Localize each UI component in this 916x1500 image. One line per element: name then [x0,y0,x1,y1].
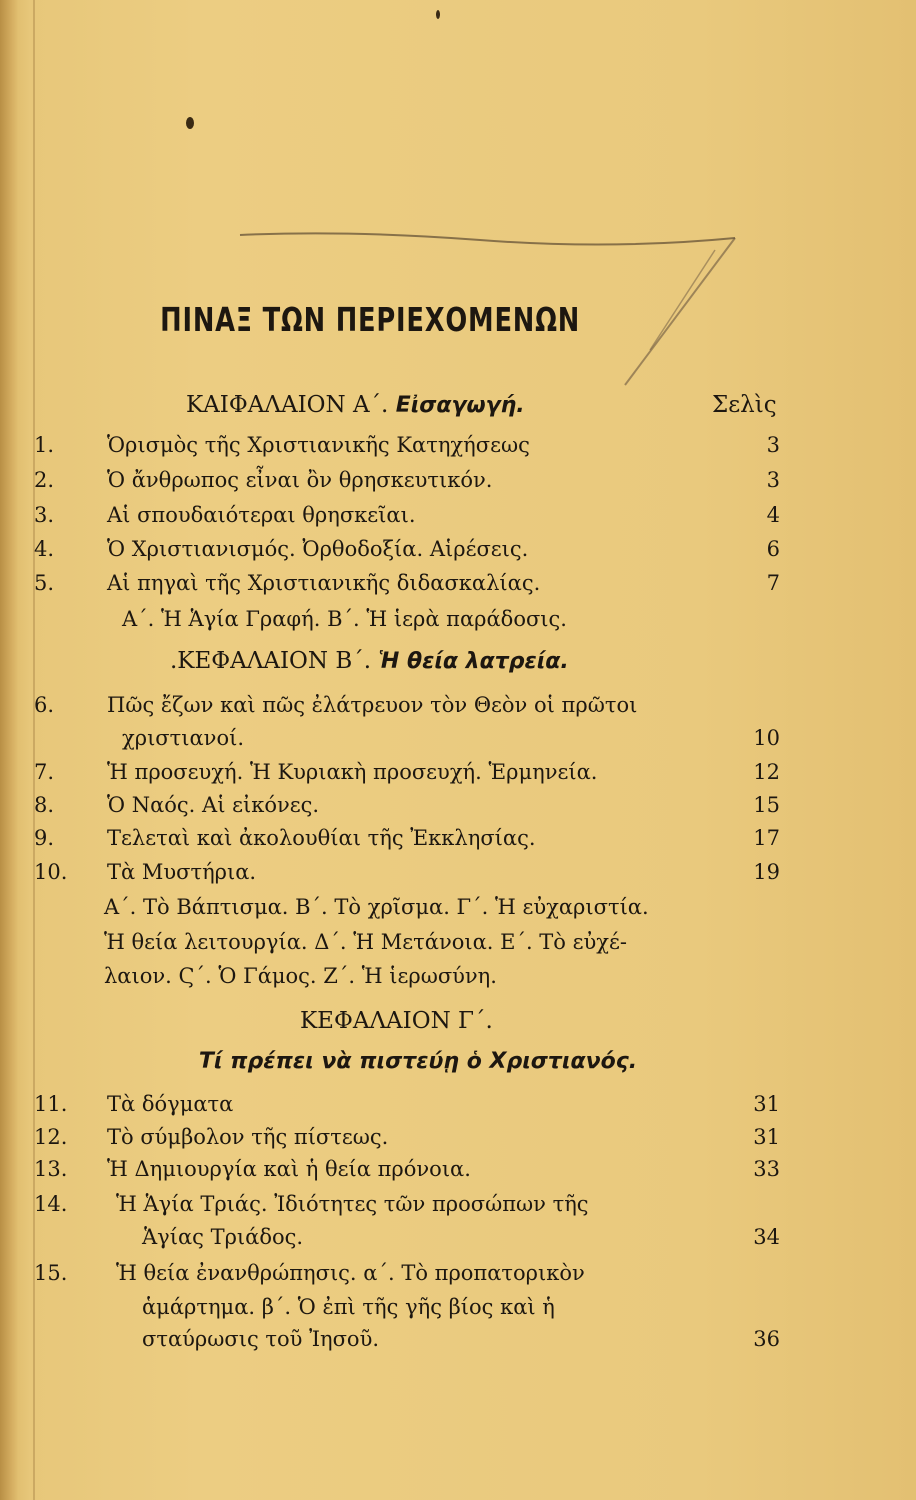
toc-entry-continuation [0,959,916,993]
entry-page: 12 [753,760,780,784]
entry-text: Αἱ σπουδαιότεραι θρησκεῖαι. [107,503,416,527]
toc-entry [0,855,916,889]
entry-text: Ἡ θεία ἐνανθρώπησις. α΄. Τὸ προπατορικὸν [116,1261,585,1285]
chapter-label: ΚΑΙΦΑΛΑΙΟΝ Α΄. [186,392,389,418]
entry-page: 3 [766,433,780,457]
entry-number: 8. [34,793,55,817]
ink-spot [436,10,440,19]
toc-entry [0,428,916,462]
entry-number: 9. [34,826,55,850]
chapter-label: .ΚΕΦΑΛΑΙΟΝ Β΄. [170,648,372,674]
entry-number: 15. [34,1261,68,1285]
entry-number: 6. [34,693,55,717]
entry-page: 34 [753,1225,780,1249]
pages-column-header: Σελὶς [712,392,777,418]
entry-text: Ὁ Χριστιανισμός. Ὀρθοδοξία. Αἱρέσεις. [107,537,529,561]
entry-page: 33 [753,1157,780,1181]
toc-entry [0,1120,916,1154]
toc-entry [0,788,916,822]
entry-number: 7. [34,760,55,784]
entry-text: Τὰ δόγματα [107,1092,234,1116]
entry-text: Τελεταὶ καὶ ἀκολουθίαι τῆς Ἐκκλησίας. [107,826,536,850]
entry-text: Ὁ Ναός. Αἱ εἰκόνες. [107,793,320,817]
toc-entry-continuation [0,1220,916,1254]
entry-number: 5. [34,571,55,595]
entry-text: σταύρωσις τοῦ Ἰησοῦ. [142,1327,380,1351]
entry-text: Πῶς ἔζων καὶ πῶς ἐλάτρευον τὸν Θεὸν οἱ πρῶτοι [107,693,638,717]
toc-entry [0,688,916,722]
chapter-subtitle: Εἰσαγωγή. [395,393,525,418]
chapter-subtitle: Τί πρέπει νὰ πιστεύῃ ὁ Χριστιανός. [198,1049,638,1074]
entry-text: Ἡ Ἁγία Τριάς. Ἰδιότητες τῶν προσώπων τῆς [116,1192,589,1216]
entry-page: 31 [753,1125,780,1149]
ink-spot [186,117,194,129]
toc-entry [0,463,916,497]
entry-page: 17 [753,826,780,850]
toc-entry [0,532,916,566]
entry-number: 1. [34,433,55,457]
entry-text: Α΄. Ἡ Ἁγία Γραφή. Β΄. Ἡ ἱερὰ παράδοσις. [122,607,567,631]
entry-number: 4. [34,537,55,561]
entry-text: Ἡ προσευχή. Ἡ Κυριακὴ προσευχή. Ἑρμηνεία. [107,760,598,784]
toc-entry [0,1256,916,1290]
entry-number: 2. [34,468,55,492]
page-title: ΠΙΝΑΞ ΤΩΝ ΠΕΡΙΕΧΟΜΕΝΩΝ [160,300,581,339]
entry-number: 11. [34,1092,68,1116]
toc-entry [0,821,916,855]
toc-entry-continuation [0,1290,916,1324]
toc-entry-continuation [0,602,916,636]
toc-entry-continuation [0,721,916,755]
chapter-label: ΚΕΦΑΛΑΙΟΝ Γ΄. [300,1008,493,1034]
entry-page: 7 [766,571,780,595]
entry-page: 3 [766,468,780,492]
entry-number: 10. [34,860,68,884]
entry-text: Αἱ πηγαὶ τῆς Χριστιανικῆς διδασκαλίας. [107,571,541,595]
toc-entry [0,1187,916,1221]
entry-page: 31 [753,1092,780,1116]
entry-text: Τὸ σύμβολον τῆς πίστεως. [107,1125,389,1149]
entry-number: 12. [34,1125,68,1149]
entry-text: Ἡ θεία λειτουργία. Δ΄. Ἡ Μετάνοια. Ε΄. Τὸ εὐχέ- [104,930,627,954]
toc-entry [0,1087,916,1121]
entry-text: Τὰ Μυστήρια. [107,860,257,884]
toc-entry [0,1152,916,1186]
toc-entry-continuation [0,890,916,924]
toc-entry [0,755,916,789]
toc-entry-continuation [0,1322,916,1356]
entry-text: Ὁρισμὸς τῆς Χριστιανικῆς Κατηχήσεως [107,433,530,457]
entry-number: 3. [34,503,55,527]
entry-text: Α΄. Τὸ Βάπτισμα. Β΄. Τὸ χρῖσμα. Γ΄. Ἡ εὐχαριστία. [104,895,649,919]
toc-entry-continuation [0,925,916,959]
entry-text: λαιον. Ϛ΄. Ὁ Γάμος. Ζ΄. Ἡ ἱερωσύνη. [104,964,497,988]
toc-entry [0,498,916,532]
entry-page: 4 [766,503,780,527]
entry-text: ἁμάρτημα. β΄. Ὁ ἐπὶ τῆς γῆς βίος καὶ ἡ [142,1295,555,1319]
entry-number: 13. [34,1157,68,1181]
chapter-b-heading [170,641,569,681]
entry-page: 19 [753,860,780,884]
entry-text: Ἁγίας Τριάδος. [142,1225,304,1249]
entry-page: 36 [753,1327,780,1351]
chapter-subtitle: Ἡ θεία λατρεία. [378,649,569,674]
chapter-c-heading [300,1001,493,1041]
chapter-a-heading [186,385,525,425]
entry-page: 10 [753,726,780,750]
entry-text: Ὁ ἄνθρωπος εἶναι ὂν θρησκευτικόν. [107,468,493,492]
entry-page: 15 [753,793,780,817]
entry-number: 14. [34,1192,68,1216]
entry-text: Ἡ Δημιουργία καὶ ἡ θεία πρόνοια. [107,1157,471,1181]
entry-text: χριστιανοί. [122,726,244,750]
toc-entry [0,566,916,600]
entry-page: 6 [766,537,780,561]
